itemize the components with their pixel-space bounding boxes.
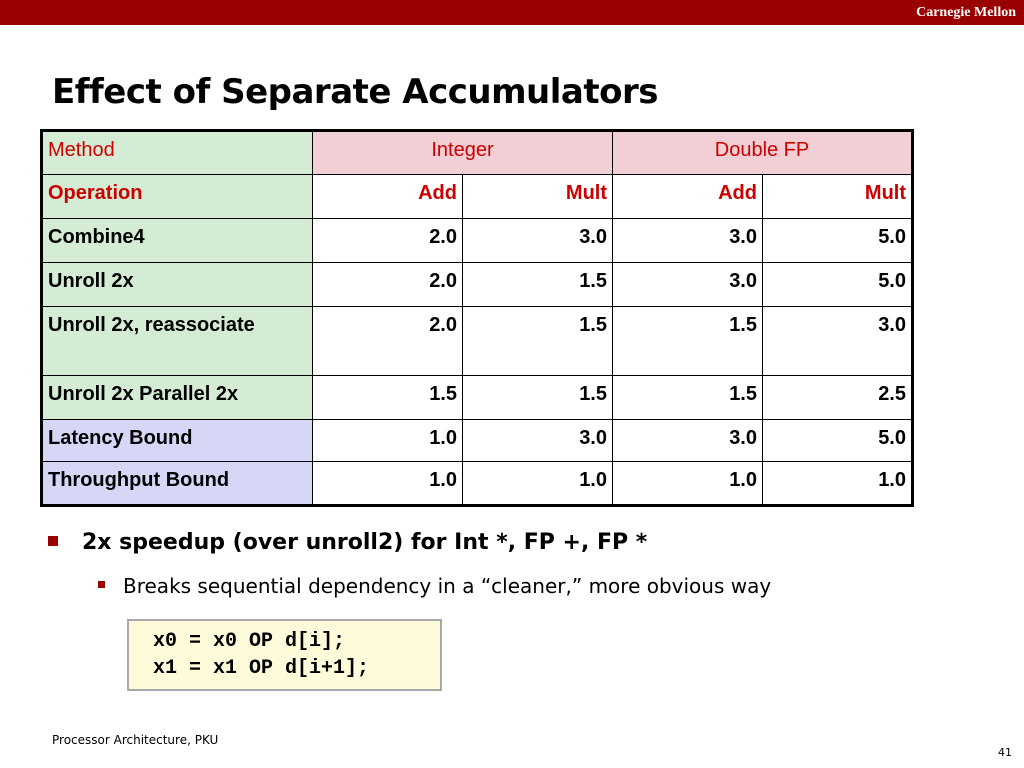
row-value: 1.5 xyxy=(613,376,763,420)
operation-header: Operation xyxy=(42,175,313,219)
row-value: 3.0 xyxy=(763,307,913,376)
method-header: Method xyxy=(42,131,313,175)
main-bullet xyxy=(48,528,868,558)
top-bar xyxy=(0,0,1024,25)
row-value: 1.5 xyxy=(463,376,613,420)
code-block xyxy=(127,619,442,691)
row-value: 1.5 xyxy=(613,307,763,376)
table-row xyxy=(42,376,913,420)
row-method: Unroll 2x, reassociate xyxy=(42,307,313,376)
table-row xyxy=(42,219,913,263)
row-value: 1.0 xyxy=(763,462,913,506)
sub-bullet xyxy=(98,572,918,600)
row-value: 3.0 xyxy=(613,219,763,263)
table-row xyxy=(42,263,913,307)
row-method: Throughput Bound xyxy=(42,462,313,506)
row-value: 2.0 xyxy=(313,307,463,376)
table-subheader-row xyxy=(42,175,913,219)
slide-title: Effect of Separate Accumulators xyxy=(52,72,658,112)
sub-bullet-text: Breaks sequential dependency in a “cleaner,” more obvious way xyxy=(123,574,772,598)
int-mult-header: Mult xyxy=(463,175,613,219)
page-number: 41 xyxy=(998,746,1012,759)
row-value: 1.0 xyxy=(313,462,463,506)
row-method: Latency Bound xyxy=(42,420,313,462)
table-header-row xyxy=(42,131,913,175)
row-value: 1.5 xyxy=(463,263,613,307)
code-line: x1 = x1 OP d[i+1]; xyxy=(153,657,370,680)
row-value: 1.0 xyxy=(463,462,613,506)
row-method: Combine4 xyxy=(42,219,313,263)
table-row xyxy=(42,420,913,462)
row-value: 5.0 xyxy=(763,420,913,462)
small-square-bullet-icon xyxy=(98,581,105,588)
row-value: 3.0 xyxy=(613,420,763,462)
main-bullet-text: 2x speedup (over unroll2) for Int *, FP +, FP * xyxy=(82,530,648,555)
fp-add-header: Add xyxy=(613,175,763,219)
row-value: 1.5 xyxy=(463,307,613,376)
code-line: x0 = x0 OP d[i]; xyxy=(153,630,346,653)
row-method: Unroll 2x Parallel 2x xyxy=(42,376,313,420)
integer-header: Integer xyxy=(313,131,613,175)
row-value: 1.0 xyxy=(613,462,763,506)
row-value: 2.5 xyxy=(763,376,913,420)
row-method: Unroll 2x xyxy=(42,263,313,307)
fp-mult-header: Mult xyxy=(763,175,913,219)
results-table xyxy=(40,129,914,507)
row-value: 2.0 xyxy=(313,263,463,307)
table-row xyxy=(42,462,913,506)
row-value: 5.0 xyxy=(763,263,913,307)
row-value: 2.0 xyxy=(313,219,463,263)
row-value: 3.0 xyxy=(613,263,763,307)
row-value: 1.5 xyxy=(313,376,463,420)
row-value: 5.0 xyxy=(763,219,913,263)
row-value: 1.0 xyxy=(313,420,463,462)
row-value: 3.0 xyxy=(463,219,613,263)
row-value: 3.0 xyxy=(463,420,613,462)
table-row xyxy=(42,307,913,376)
footer-course: Processor Architecture, PKU xyxy=(52,733,219,747)
square-bullet-icon xyxy=(48,536,58,546)
double-fp-header: Double FP xyxy=(613,131,913,175)
brand-label: Carnegie Mellon xyxy=(916,5,1016,20)
int-add-header: Add xyxy=(313,175,463,219)
